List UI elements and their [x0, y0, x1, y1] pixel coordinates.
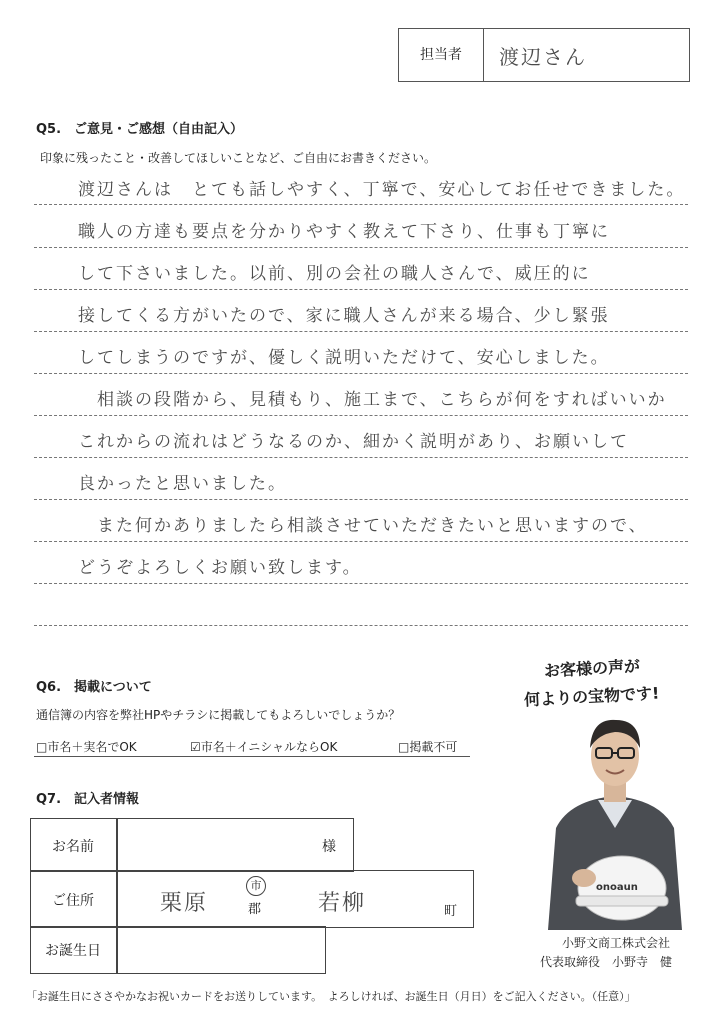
staff-box — [398, 28, 690, 82]
options-underline — [34, 756, 470, 757]
footer-note: 「お誕生日にささやかなお祝いカードをお送りしています。 よろしければ、お誕生日（月日）をご記入ください。（任意）」 — [26, 990, 636, 1003]
promo-heading-2: 何よりの宝物です! — [523, 683, 660, 710]
q5-title: Q5. ご意見・ご感想（自由記入） — [36, 122, 244, 137]
name-field[interactable] — [116, 818, 354, 872]
q6-prompt: 通信簿の内容を弊社HPやチラシに掲載してもよろしいでしょうか？ — [36, 708, 401, 722]
answer-line: これからの流れはどうなるのか、細かく説明があり、お願いして — [78, 432, 629, 452]
address-city-type — [246, 876, 266, 896]
name-label: お名前 — [52, 839, 94, 855]
writing-line — [34, 583, 688, 584]
q7-title: Q7. 記入者情報 — [36, 792, 140, 807]
address-label: ご住所 — [52, 893, 94, 909]
answer-line: 良かったと思いました。 — [78, 474, 287, 494]
writing-line — [34, 247, 688, 248]
staff-label: 担当者 — [399, 29, 484, 81]
president-photo — [540, 708, 690, 930]
birthday-field[interactable] — [116, 926, 326, 974]
answer-line: して下さいました。以前、別の会社の職人さんで、威圧的に — [78, 264, 591, 284]
writing-line — [34, 499, 688, 500]
q6-option-initials[interactable]: ☑市名＋イニシャルならOK — [190, 740, 338, 754]
answer-line: また何かありましたら相談させていただきたいと思いますので、 — [78, 516, 648, 536]
writing-line — [34, 289, 688, 290]
company-name: 小野文商工株式会社 — [562, 936, 671, 950]
ceo-name: 代表取締役 小野寺 健 — [540, 955, 673, 969]
promo-heading-1: お客様の声が — [543, 656, 641, 681]
writing-line — [34, 415, 688, 416]
writing-line — [34, 541, 688, 542]
answer-line: 接してくる方がいたので、家に職人さんが来る場合、少し緊張 — [78, 306, 610, 326]
birthday-label: お誕生日 — [45, 943, 101, 959]
writing-line — [34, 625, 688, 626]
writing-line — [34, 373, 688, 374]
answer-line: どうぞよろしくお願い致します。 — [78, 558, 362, 578]
address-county-type: 郡 — [248, 902, 262, 917]
answer-line: 渡辺さんは とても話しやすく、丁寧で、安心してお任せできました。 — [78, 180, 686, 200]
name-suffix: 様 — [322, 839, 336, 855]
writing-line — [34, 331, 688, 332]
writing-line — [34, 457, 688, 458]
address-town: 若柳 — [318, 891, 367, 916]
address-city-type-text: 市 — [250, 879, 262, 892]
address-town-suffix: 町 — [444, 904, 458, 919]
staff-value[interactable]: 渡辺さん — [499, 45, 587, 69]
answer-line: してしまうのですが、優しく説明いただけて、安心しました。 — [78, 348, 610, 368]
address-city: 栗原 — [160, 891, 209, 916]
writing-line — [34, 204, 688, 205]
answer-line: 職人の方達も要点を分かりやすく教えて下さり、仕事も丁寧に — [78, 222, 610, 242]
q6-option-real-name[interactable]: □市名＋実名でOK — [36, 740, 137, 754]
q5-prompt: 印象に残ったこと・改善してほしいことなど、ご自由にお書きください。 — [40, 151, 437, 165]
helmet-logo-text: onoaun — [596, 882, 638, 893]
q6-title: Q6. 掲載について — [36, 680, 152, 695]
q6-option-no-publish[interactable]: □掲載不可 — [398, 740, 458, 754]
answer-line: 相談の段階から、見積もり、施工まで、こちらが何をすればいいか — [78, 390, 667, 410]
